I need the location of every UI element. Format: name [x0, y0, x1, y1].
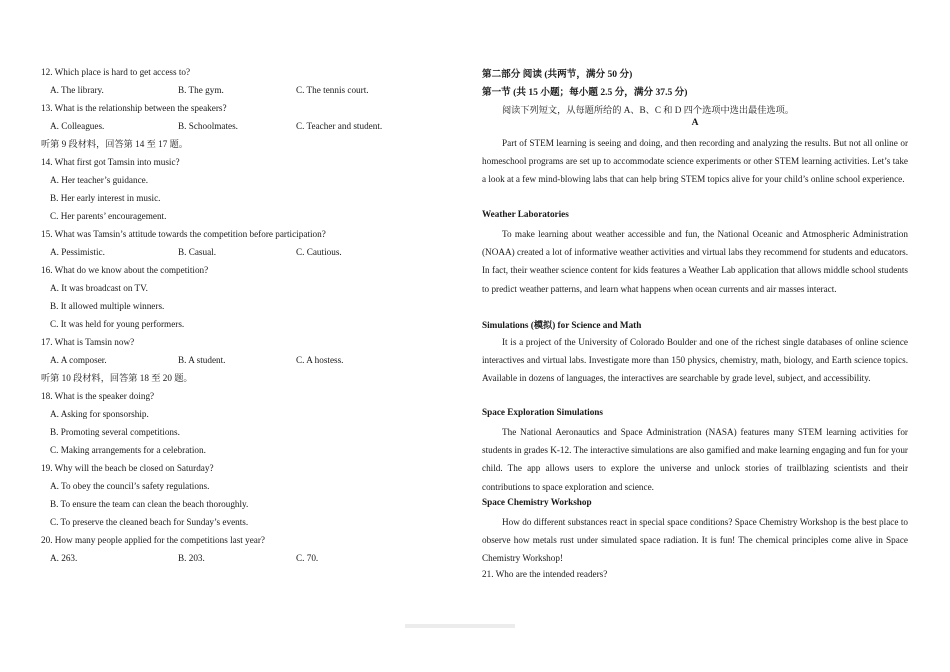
- footer-smudge: [405, 624, 515, 628]
- heading-simulations: Simulations (模拟) for Science and Math: [482, 320, 642, 330]
- heading-space-chemistry: Space Chemistry Workshop: [482, 497, 592, 507]
- question-14: 14. What first got Tamsin into music?: [41, 157, 180, 167]
- option-19a: A. To obey the council’s safety regulations.: [50, 481, 210, 491]
- question-16: 16. What do we know about the competition?: [41, 265, 209, 275]
- passage-label: A: [691, 118, 699, 128]
- question-17: 17. What is Tamsin now?: [41, 337, 135, 347]
- heading-weather-labs: Weather Laboratories: [482, 209, 569, 219]
- section-9-instruction: 听第 9 段材料，回答第 14 至 17 题。: [41, 139, 188, 149]
- option-17b: B. A student.: [178, 355, 226, 365]
- option-15c: C. Cautious.: [296, 247, 342, 257]
- option-20c: C. 70.: [296, 553, 319, 563]
- option-20a: A. 263.: [50, 553, 78, 563]
- option-13c: C. Teacher and student.: [296, 121, 383, 131]
- paragraph-simulations: It is a project of the University of Colorado Boulder and one of the richest single databases of online science interactives and virtual labs. Investigate more than 150 physics, chemistry, math, biology, and Earth science topics. Available in dozens of languages, the interactives are searchable by grade level, subject, and accessibility.: [482, 337, 908, 384]
- option-12a: A. The library.: [50, 85, 104, 95]
- option-15a: A. Pessimistic.: [50, 247, 105, 257]
- heading-space-exploration: Space Exploration Simulations: [482, 407, 603, 417]
- passage-intro: Part of STEM learning is seeing and doing, and then recording and analyzing the results. But not all online or homeschool programs are set up to accommodate science experiments or other STEM learning activities. Let’s take a look at a few mind-blowing labs that can help bring STEM topics alive for your child’s online school experience.: [482, 138, 908, 185]
- question-21: 21. Who are the intended readers?: [482, 569, 608, 579]
- question-13: 13. What is the relationship between the speakers?: [41, 103, 227, 113]
- question-19: 19. Why will the beach be closed on Saturday?: [41, 463, 214, 473]
- question-20: 20. How many people applied for the competitions last year?: [41, 535, 266, 545]
- option-18b: B. Promoting several competitions.: [50, 427, 180, 437]
- paragraph-space-chemistry: How do different substances react in special space conditions? Space Chemistry Workshop is the best place to observe how metals rust under simulated space radiation. It is fun! The chemical principles come alive in Space Chemistry Workshop!: [482, 517, 908, 564]
- option-16b: B. It allowed multiple winners.: [50, 301, 165, 311]
- option-18a: A. Asking for sponsorship.: [50, 409, 149, 419]
- option-12b: B. The gym.: [178, 85, 224, 95]
- option-17a: A. A composer.: [50, 355, 107, 365]
- option-20b: B. 203.: [178, 553, 205, 563]
- question-12: 12. Which place is hard to get access to?: [41, 67, 191, 77]
- option-15b: B. Casual.: [178, 247, 217, 257]
- section-10-instruction: 听第 10 段材料，回答第 18 至 20 题。: [41, 373, 193, 383]
- paragraph-space-exploration: The National Aeronautics and Space Administration (NASA) features many STEM learning activities for students in grades K-12. The interactive simulations are also gamified and make learning engaging and fun for your child. The app allows users to explore the universe and unlock stories of trailblazing scientists and their contributions to space exploration and science.: [482, 427, 908, 492]
- option-19c: C. To preserve the cleaned beach for Sunday’s events.: [50, 517, 249, 527]
- option-19b: B. To ensure the team can clean the beach thoroughly.: [50, 499, 249, 509]
- option-18c: C. Making arrangements for a celebration.: [50, 445, 206, 455]
- option-17c: C. A hostess.: [296, 355, 344, 365]
- part-two-title: 第二部分 阅读 (共两节，满分 50 分): [482, 69, 633, 80]
- option-14a: A. Her teacher’s guidance.: [50, 175, 149, 185]
- section-one-title: 第一节 (共 15 小题；每小题 2.5 分，满分 37.5 分): [482, 87, 688, 98]
- question-18: 18. What is the speaker doing?: [41, 391, 155, 401]
- reading-instruction: 阅读下列短文，从每题所给的 A、B、C 和 D 四个选项中选出最佳选项。: [502, 105, 794, 115]
- question-15: 15. What was Tamsin’s attitude towards the competition before participation?: [41, 229, 326, 239]
- option-14c: C. Her parents’ encouragement.: [50, 211, 167, 221]
- option-12c: C. The tennis court.: [296, 85, 369, 95]
- option-16c: C. It was held for young performers.: [50, 319, 185, 329]
- option-16a: A. It was broadcast on TV.: [50, 283, 148, 293]
- option-13a: A. Colleagues.: [50, 121, 105, 131]
- paragraph-weather-labs: To make learning about weather accessible and fun, the National Oceanic and Atmospheric Administration (NOAA) created a lot of informative weather activities and virtual labs they recommend for students and educators. In fact, their weather science content for kids features a Weather Lab application that allows middle school students to predict weather patterns, and learn what happens when ocean currents and air masses interact.: [482, 229, 908, 294]
- option-14b: B. Her early interest in music.: [50, 193, 161, 203]
- option-13b: B. Schoolmates.: [178, 121, 238, 131]
